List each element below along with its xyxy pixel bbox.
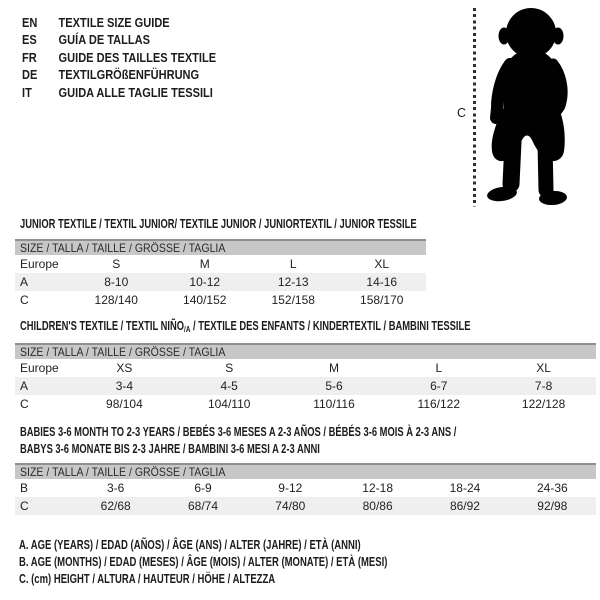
table-cell: 74/80	[275, 499, 306, 513]
table-cell: 3-6	[106, 481, 125, 495]
guide-title-de: TEXTILGRÖßENFÜHRUNG	[58, 67, 200, 83]
size-header-bar	[15, 240, 426, 255]
language-row-it	[22, 84, 216, 101]
babies-heading-line1-wrap	[20, 424, 600, 441]
language-code: ES	[22, 32, 37, 48]
size-header-bar-row	[15, 344, 596, 359]
language-code: IT	[22, 84, 32, 100]
row-label: C	[20, 397, 29, 411]
height-measure-label: C	[457, 106, 467, 120]
legend-line-c-wrap	[19, 571, 504, 588]
junior-heading-text: JUNIOR TEXTILE / TEXTIL JUNIOR/ TEXTILE JUNIOR / JUNIORTEXTIL / JUNIOR TESSILE	[20, 217, 417, 231]
table-row-height	[15, 497, 596, 515]
children-section-heading	[20, 318, 600, 338]
table-cell: 80/86	[362, 499, 393, 513]
table-row-age	[15, 273, 426, 291]
table-cell: 62/68	[100, 499, 131, 513]
row-label: Europe	[20, 361, 59, 375]
legend-line-b-wrap	[19, 554, 504, 571]
language-code: EN	[22, 15, 38, 30]
children-heading-subscript: /A	[184, 324, 191, 334]
row-label: Europe	[20, 257, 59, 271]
table-row-europe	[15, 359, 596, 377]
table-cell: 152/158	[271, 293, 315, 307]
guide-title-en: TEXTILE SIZE GUIDE	[58, 15, 170, 30]
table-cell: 104/110	[207, 397, 251, 411]
size-header-bar-row	[15, 240, 426, 255]
size-header-bar	[15, 344, 596, 359]
table-cell: 98/104	[106, 397, 143, 411]
size-header-label: SIZE / TALLA / TAILLE / GRÖSSE / TAGLIA	[20, 465, 226, 479]
table-cell: 140/152	[183, 293, 227, 307]
language-code: FR	[22, 49, 37, 65]
table-cell: XL	[536, 361, 551, 375]
babies-heading-line2: BABYS 3-6 MONATE BIS 2-3 JAHRE / BAMBINI 3-6 MESI A 2-3 ANNI	[20, 442, 320, 456]
children-heading-pre: CHILDREN'S TEXTILE / TEXTIL NIÑO	[20, 319, 185, 333]
table-cell: 12-18	[362, 481, 393, 495]
language-row-es	[22, 31, 216, 48]
table-row-months	[15, 479, 596, 497]
table-cell: 6-7	[430, 379, 448, 393]
table-cell: 9-12	[278, 481, 303, 495]
legend-line-a-wrap	[19, 537, 504, 554]
table-row-height	[15, 395, 596, 413]
babies-section-heading	[20, 424, 600, 458]
table-cell: 24-36	[536, 481, 568, 495]
children-heading-post: / TEXTILE DES ENFANTS / KINDERTEXTIL / BAMBINI TESSILE	[190, 319, 471, 333]
table-cell: 3-4	[115, 379, 134, 393]
table-cell: 122/128	[521, 397, 566, 411]
table-cell: M	[328, 361, 339, 375]
table-cell: L	[289, 257, 297, 271]
language-title-list	[22, 14, 250, 101]
size-header-bar-row	[15, 464, 596, 479]
table-cell: 5-6	[325, 379, 343, 393]
table-row-age	[15, 377, 596, 395]
table-cell: 86/92	[449, 499, 480, 513]
children-size-table	[15, 343, 596, 413]
table-cell: 12-13	[277, 275, 309, 289]
language-row-de	[22, 66, 216, 83]
table-cell: XS	[116, 361, 133, 375]
table-cell: L	[435, 361, 443, 375]
height-measure-dotted-line	[473, 8, 476, 207]
table-cell: 18-24	[449, 481, 481, 495]
table-cell: XL	[374, 257, 390, 271]
baby-silhouette-icon	[484, 6, 576, 207]
row-label: A	[20, 275, 29, 289]
table-row-europe	[15, 255, 426, 273]
row-label: A	[20, 379, 29, 393]
table-cell: 128/140	[94, 293, 138, 307]
table-cell: 8-10	[104, 275, 129, 289]
table-cell: 7-8	[534, 379, 553, 393]
table-cell: 14-16	[366, 275, 398, 289]
row-label: C	[20, 293, 29, 307]
table-row-height	[15, 291, 426, 309]
table-cell: S	[112, 257, 121, 271]
junior-section-heading	[20, 216, 549, 233]
measurement-legend	[19, 537, 504, 587]
language-row-en	[22, 14, 216, 31]
table-cell: 10-12	[189, 275, 221, 289]
language-code: DE	[22, 67, 38, 83]
babies-heading-line1: BABIES 3-6 MONTH TO 2-3 YEARS / BEBÉS 3-6 MESES A 2-3 AÑOS / BÉBÉS 3-6 MOIS À 2-3 ANS /	[20, 425, 457, 439]
row-label: C	[20, 499, 29, 513]
row-label: B	[20, 481, 29, 495]
language-row-fr	[22, 49, 216, 66]
size-header-label: SIZE / TALLA / TAILLE / GRÖSSE / TAGLIA	[20, 345, 226, 359]
table-cell: 68/74	[187, 499, 218, 513]
legend-line-c: C. (cm) HEIGHT / ALTURA / HAUTEUR / HÖHE / ALTEZZA	[19, 571, 276, 586]
guide-title-es: GUÍA DE TALLAS	[58, 32, 151, 48]
junior-size-table	[15, 239, 426, 309]
table-cell: M	[199, 257, 210, 271]
table-cell: 92/98	[537, 499, 568, 513]
table-cell: 4-5	[220, 379, 238, 393]
size-header-bar	[15, 464, 596, 479]
table-cell: 110/116	[313, 397, 355, 411]
babies-heading-line2-wrap	[20, 441, 600, 458]
babies-size-table	[15, 463, 596, 515]
legend-line-a: A. AGE (YEARS) / EDAD (AÑOS) / ÂGE (ANS) / ALTER (JAHRE) / ETÀ (ANNI)	[19, 538, 361, 552]
size-header-label: SIZE / TALLA / TAILLE / GRÖSSE / TAGLIA	[20, 241, 226, 255]
guide-title-it: GUIDA ALLE TAGLIE TESSILI	[58, 84, 213, 100]
table-cell: 116/122	[417, 397, 461, 411]
guide-title-fr: GUIDE DES TAILLES TEXTILE	[58, 49, 217, 65]
table-cell: S	[225, 361, 234, 375]
table-cell: 158/170	[360, 293, 404, 307]
table-cell: 6-9	[194, 481, 212, 495]
children-heading-text	[20, 318, 470, 338]
legend-line-b: B. AGE (MONTHS) / EDAD (MESES) / ÂGE (MOIS) / ALTER (MONATE) / ETÀ (MESI)	[19, 554, 388, 569]
